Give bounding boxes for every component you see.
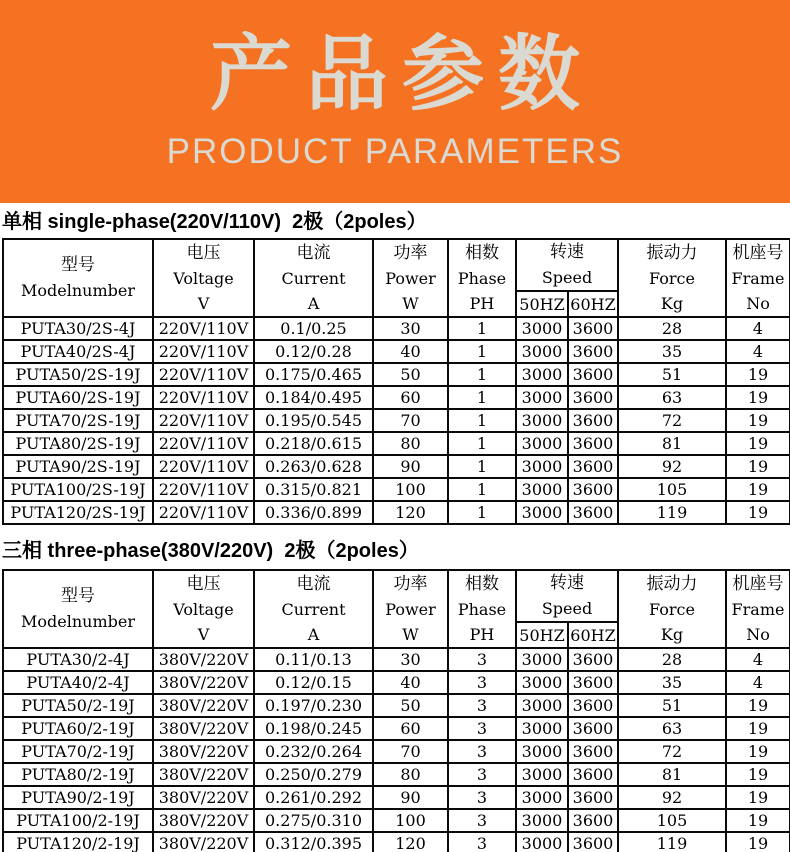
- table-cell: 3600: [568, 763, 618, 786]
- table-cell: 4: [726, 340, 790, 363]
- table-cell: 0.336/0.899: [254, 501, 373, 524]
- table-cell: PUTA120/2S-19J: [3, 501, 153, 524]
- table-cell: 19: [726, 455, 790, 478]
- col-header-power: [373, 239, 448, 317]
- section-heading-single-phase: 单相 single-phase(220V/110V) 2极（2poles）: [2, 211, 427, 233]
- col-header-force-cn: 振动力: [646, 242, 698, 263]
- table-cell: 119: [618, 501, 726, 524]
- col-header-current-en: Current: [281, 599, 346, 619]
- table-cell: 3: [448, 671, 516, 694]
- table-cell: 3600: [568, 386, 618, 409]
- table-cell: PUTA60/2-19J: [3, 717, 153, 740]
- table-cell: 3: [448, 786, 516, 809]
- table-cell: 100: [373, 478, 448, 501]
- table-cell: 90: [373, 786, 448, 809]
- col-header-frame: [726, 570, 790, 648]
- table-cell: 30: [373, 648, 448, 671]
- table-row: [3, 786, 790, 809]
- table-cell: 0.195/0.545: [254, 409, 373, 432]
- col-header-phase-unit: PH: [469, 624, 495, 644]
- table-cell: 0.275/0.310: [254, 809, 373, 832]
- table-cell: 0.250/0.279: [254, 763, 373, 786]
- col-header-phase-en: Phase: [457, 599, 507, 619]
- col-header-voltage-en: Voltage: [173, 599, 234, 619]
- table-cell: 3000: [516, 340, 568, 363]
- table-cell: 3000: [516, 409, 568, 432]
- table-cell: 19: [726, 832, 790, 852]
- table-cell: 19: [726, 478, 790, 501]
- table-cell: 3600: [568, 409, 618, 432]
- col-header-power-cn: 功率: [393, 242, 428, 263]
- col-header-phase-cn: 相数: [465, 573, 499, 594]
- table-cell: PUTA40/2-4J: [3, 671, 153, 694]
- table-cell: 3000: [516, 501, 568, 524]
- table-cell: 3: [448, 740, 516, 763]
- table-row: [3, 455, 790, 478]
- table-cell: PUTA40/2S-4J: [3, 340, 153, 363]
- table-row: [3, 717, 790, 740]
- table-cell: 3000: [516, 432, 568, 455]
- col-header-current-unit: A: [307, 624, 320, 644]
- table-cell: 30: [373, 317, 448, 340]
- table-cell: PUTA100/2S-19J: [3, 478, 153, 501]
- col-header-current-cn: 电流: [296, 573, 331, 594]
- table-cell: 0.1/0.25: [254, 317, 373, 340]
- table-cell: 120: [373, 832, 448, 852]
- table-cell: 19: [726, 740, 790, 763]
- table-cell: 92: [618, 455, 726, 478]
- table-cell: 3000: [516, 763, 568, 786]
- col-header-speed-en: Speed: [541, 599, 593, 618]
- table-cell: 0.12/0.15: [254, 671, 373, 694]
- table-cell: 4: [726, 317, 790, 340]
- table-cell: 1: [448, 455, 516, 478]
- table-cell: PUTA100/2-19J: [3, 809, 153, 832]
- table-cell: 3: [448, 717, 516, 740]
- table-cell: 3600: [568, 717, 618, 740]
- table-cell: 60: [373, 386, 448, 409]
- col-header-voltage-en: Voltage: [173, 268, 234, 288]
- table-cell: 0.312/0.395: [254, 832, 373, 852]
- table-cell: 3600: [568, 478, 618, 501]
- table-cell: PUTA60/2S-19J: [3, 386, 153, 409]
- table-row: [3, 809, 790, 832]
- table-cell: 105: [618, 809, 726, 832]
- table-cell: PUTA80/2S-19J: [3, 432, 153, 455]
- col-header-power-en: Power: [385, 268, 436, 288]
- table-row: [3, 648, 790, 671]
- table-cell: 1: [448, 478, 516, 501]
- table-cell: PUTA70/2S-19J: [3, 409, 153, 432]
- table-cell: 3000: [516, 386, 568, 409]
- col-header-power-cn: 功率: [393, 573, 428, 594]
- table-row: [3, 432, 790, 455]
- table-cell: 28: [618, 648, 726, 671]
- table-row: [3, 409, 790, 432]
- col-header-phase: [448, 570, 516, 648]
- table-cell: 3: [448, 809, 516, 832]
- section-heading-three-phase: 三相 three-phase(380V/220V) 2极（2poles）: [2, 540, 419, 562]
- table-cell: 19: [726, 809, 790, 832]
- table-cell: 1: [448, 386, 516, 409]
- spec-table-three-phase: [2, 569, 790, 852]
- table-row: [3, 671, 790, 694]
- table-cell: 81: [618, 432, 726, 455]
- table-cell: 3600: [568, 786, 618, 809]
- table-cell: PUTA120/2-19J: [3, 832, 153, 852]
- table-cell: 0.232/0.264: [254, 740, 373, 763]
- table-cell: 1: [448, 409, 516, 432]
- table-cell: 3000: [516, 363, 568, 386]
- table-row: [3, 694, 790, 717]
- table-cell: 3600: [568, 671, 618, 694]
- col-header-frame-cn: 机座号: [732, 242, 784, 263]
- col-header-force-en: Force: [649, 268, 695, 288]
- table-cell: 3000: [516, 694, 568, 717]
- table-cell: 1: [448, 363, 516, 386]
- col-header-model: [3, 239, 153, 317]
- table-cell: 19: [726, 432, 790, 455]
- table-cell: 1: [448, 432, 516, 455]
- col-header-phase-unit: PH: [469, 293, 495, 313]
- table-row: [3, 386, 790, 409]
- table-body: [3, 648, 790, 852]
- table-cell: 380V/220V: [153, 763, 254, 786]
- table-cell: 19: [726, 763, 790, 786]
- table-header: [3, 570, 790, 648]
- col-header-voltage: [153, 570, 254, 648]
- table-cell: 3000: [516, 455, 568, 478]
- col-header-power-en: Power: [385, 599, 436, 619]
- col-header-model-en: Modelnumber: [21, 281, 135, 300]
- table-header: [3, 239, 790, 317]
- table-cell: 3600: [568, 809, 618, 832]
- table-cell: 3000: [516, 648, 568, 671]
- col-header-force: [618, 570, 726, 648]
- col-header-frame-en: Frame: [731, 599, 785, 619]
- table-cell: 3600: [568, 740, 618, 763]
- content: [0, 209, 790, 852]
- col-header-frame-unit: No: [746, 624, 770, 644]
- table-cell: 0.263/0.628: [254, 455, 373, 478]
- table-cell: 70: [373, 409, 448, 432]
- col-header-power-unit: W: [402, 293, 419, 313]
- table-cell: PUTA90/2-19J: [3, 786, 153, 809]
- table-cell: 60: [373, 717, 448, 740]
- col-header-speed: [516, 570, 618, 622]
- table-cell: 0.198/0.245: [254, 717, 373, 740]
- table-cell: 3600: [568, 455, 618, 478]
- table-cell: 0.11/0.13: [254, 648, 373, 671]
- table-cell: 105: [618, 478, 726, 501]
- table-cell: 72: [618, 409, 726, 432]
- table-cell: 220V/110V: [153, 432, 254, 455]
- table-cell: 19: [726, 786, 790, 809]
- table-cell: 220V/110V: [153, 340, 254, 363]
- col-header-current: [254, 570, 373, 648]
- table-cell: 3000: [516, 786, 568, 809]
- col-header-current: [254, 239, 373, 317]
- col-header-model: [3, 570, 153, 648]
- table-cell: 380V/220V: [153, 648, 254, 671]
- table-row: [3, 478, 790, 501]
- col-header-speed-cn: 转速: [550, 573, 584, 593]
- col-header-power-unit: W: [402, 624, 419, 644]
- table-cell: 63: [618, 386, 726, 409]
- table-cell: 70: [373, 740, 448, 763]
- col-header-force-unit: Kg: [660, 624, 684, 644]
- table-cell: 220V/110V: [153, 363, 254, 386]
- table-cell: 3000: [516, 717, 568, 740]
- table-cell: 4: [726, 648, 790, 671]
- col-header-model-en: Modelnumber: [21, 612, 135, 631]
- col-header-frame-cn: 机座号: [732, 573, 784, 594]
- col-header-force-en: Force: [649, 599, 695, 619]
- table-cell: 0.218/0.615: [254, 432, 373, 455]
- table-row: [3, 501, 790, 524]
- table-cell: 19: [726, 386, 790, 409]
- col-header-phase-en: Phase: [457, 268, 507, 288]
- table-cell: 90: [373, 455, 448, 478]
- table-cell: 35: [618, 671, 726, 694]
- section-single-phase: [2, 209, 788, 525]
- table-cell: 380V/220V: [153, 717, 254, 740]
- table-cell: 220V/110V: [153, 455, 254, 478]
- col-header-speed-50hz: 50HZ: [516, 291, 568, 317]
- table-cell: 3: [448, 763, 516, 786]
- col-header-phase-cn: 相数: [465, 242, 499, 263]
- table-cell: 0.197/0.230: [254, 694, 373, 717]
- col-header-current-cn: 电流: [296, 242, 331, 263]
- table-cell: 220V/110V: [153, 409, 254, 432]
- table-cell: 3600: [568, 501, 618, 524]
- table-cell: 4: [726, 671, 790, 694]
- table-cell: 1: [448, 501, 516, 524]
- table-cell: 3000: [516, 671, 568, 694]
- table-cell: 3600: [568, 363, 618, 386]
- col-header-speed-cn: 转速: [550, 242, 584, 262]
- table-cell: 72: [618, 740, 726, 763]
- table-cell: 0.12/0.28: [254, 340, 373, 363]
- table-cell: 380V/220V: [153, 809, 254, 832]
- table-cell: 3000: [516, 740, 568, 763]
- col-header-model-cn: 型号: [61, 255, 95, 275]
- col-header-force: [618, 239, 726, 317]
- table-cell: 220V/110V: [153, 317, 254, 340]
- table-row: [3, 763, 790, 786]
- col-header-speed-en: Speed: [541, 268, 593, 287]
- table-cell: 120: [373, 501, 448, 524]
- table-cell: 380V/220V: [153, 832, 254, 852]
- col-header-voltage-cn: 电压: [186, 573, 221, 594]
- table-cell: 3000: [516, 478, 568, 501]
- table-cell: 63: [618, 717, 726, 740]
- table-cell: 81: [618, 763, 726, 786]
- table-cell: 3600: [568, 832, 618, 852]
- table-row: [3, 317, 790, 340]
- table-cell: 40: [373, 340, 448, 363]
- table-cell: 3600: [568, 317, 618, 340]
- table-cell: 1: [448, 340, 516, 363]
- table-cell: 0.315/0.821: [254, 478, 373, 501]
- table-cell: PUTA30/2S-4J: [3, 317, 153, 340]
- table-header-row-main: [3, 570, 790, 622]
- col-header-current-en: Current: [281, 268, 346, 288]
- table-cell: 3: [448, 694, 516, 717]
- col-header-phase: [448, 239, 516, 317]
- table-cell: 220V/110V: [153, 501, 254, 524]
- table-row: [3, 340, 790, 363]
- spec-table-single-phase: [2, 238, 790, 525]
- table-cell: PUTA80/2-19J: [3, 763, 153, 786]
- table-cell: 50: [373, 694, 448, 717]
- col-header-frame-en: Frame: [731, 268, 785, 288]
- table-cell: 3600: [568, 694, 618, 717]
- table-cell: 19: [726, 363, 790, 386]
- col-header-force-unit: Kg: [660, 293, 684, 313]
- table-cell: PUTA50/2S-19J: [3, 363, 153, 386]
- table-row: [3, 740, 790, 763]
- col-header-voltage-cn: 电压: [186, 242, 221, 263]
- table-row: [3, 363, 790, 386]
- table-cell: 3000: [516, 317, 568, 340]
- table-cell: 3600: [568, 432, 618, 455]
- col-header-speed: [516, 239, 618, 291]
- table-cell: 19: [726, 409, 790, 432]
- table-cell: 80: [373, 763, 448, 786]
- table-cell: 40: [373, 671, 448, 694]
- table-cell: 51: [618, 694, 726, 717]
- table-cell: 380V/220V: [153, 694, 254, 717]
- table-cell: 19: [726, 694, 790, 717]
- table-cell: 119: [618, 832, 726, 852]
- table-header-row-main: [3, 239, 790, 291]
- table-cell: 0.175/0.465: [254, 363, 373, 386]
- table-cell: 19: [726, 501, 790, 524]
- col-header-frame-unit: No: [746, 293, 770, 313]
- col-header-speed-50hz: 50HZ: [516, 622, 568, 648]
- col-header-voltage-unit: V: [197, 624, 210, 644]
- table-cell: 380V/220V: [153, 740, 254, 763]
- table-cell: 50: [373, 363, 448, 386]
- section-three-phase: [2, 538, 788, 852]
- table-cell: PUTA70/2-19J: [3, 740, 153, 763]
- banner-title-chinese: 产品参数: [209, 29, 594, 120]
- col-header-current-unit: A: [307, 293, 320, 313]
- table-cell: 3000: [516, 832, 568, 852]
- table-cell: 1: [448, 317, 516, 340]
- table-cell: 0.184/0.495: [254, 386, 373, 409]
- col-header-power: [373, 570, 448, 648]
- table-body: [3, 317, 790, 524]
- table-cell: PUTA30/2-4J: [3, 648, 153, 671]
- table-cell: 0.261/0.292: [254, 786, 373, 809]
- table-row: [3, 832, 790, 852]
- table-cell: 380V/220V: [153, 671, 254, 694]
- table-cell: 35: [618, 340, 726, 363]
- col-header-force-cn: 振动力: [646, 573, 698, 594]
- col-header-frame: [726, 239, 790, 317]
- banner: [0, 0, 790, 203]
- table-cell: 92: [618, 786, 726, 809]
- col-header-voltage-unit: V: [197, 293, 210, 313]
- col-header-speed-60hz: 60HZ: [568, 622, 618, 648]
- table-cell: 3600: [568, 340, 618, 363]
- table-cell: 100: [373, 809, 448, 832]
- table-cell: PUTA90/2S-19J: [3, 455, 153, 478]
- table-cell: 3: [448, 648, 516, 671]
- table-cell: 3: [448, 832, 516, 852]
- col-header-voltage: [153, 239, 254, 317]
- table-cell: 220V/110V: [153, 386, 254, 409]
- table-cell: 380V/220V: [153, 786, 254, 809]
- table-cell: 3600: [568, 648, 618, 671]
- table-cell: 80: [373, 432, 448, 455]
- table-cell: 28: [618, 317, 726, 340]
- col-header-speed-60hz: 60HZ: [568, 291, 618, 317]
- table-cell: 51: [618, 363, 726, 386]
- col-header-model-cn: 型号: [61, 586, 95, 606]
- table-cell: 3000: [516, 809, 568, 832]
- table-cell: 19: [726, 717, 790, 740]
- table-cell: 220V/110V: [153, 478, 254, 501]
- table-cell: PUTA50/2-19J: [3, 694, 153, 717]
- banner-title-english: PRODUCT PARAMETERS: [166, 132, 624, 171]
